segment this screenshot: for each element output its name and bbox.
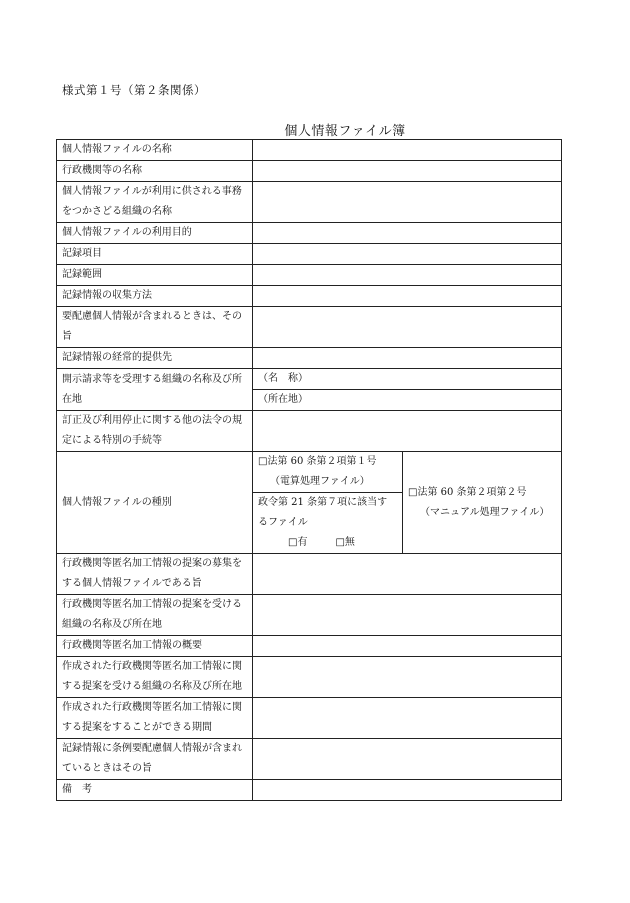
row-label-anonymized-summary: 行政機関等匿名加工情報の概要 <box>57 636 253 657</box>
table-row <box>57 223 562 244</box>
yes-no-options <box>258 533 397 553</box>
table-row <box>57 182 562 223</box>
contact-address-label: （所在地） <box>258 394 308 405</box>
row-value-ordinance-sensitive-info[interactable] <box>253 739 562 780</box>
row-label-record-items: 記録項目 <box>57 244 253 265</box>
row-value-disclosure-office <box>253 369 562 411</box>
table-row <box>57 161 562 182</box>
table-row <box>57 739 562 780</box>
row-value-proposal-period[interactable] <box>253 698 562 739</box>
row-value-collection-method[interactable] <box>253 286 562 307</box>
table-row <box>57 698 562 739</box>
personal-info-file-register-table <box>56 139 562 801</box>
row-label-sensitive-info: 要配慮個人情報が含まれるときは、その旨 <box>57 307 253 348</box>
row-label-anonymized-proposal-office: 行政機関等匿名加工情報の提案を受ける組織の名称及び所在地 <box>57 595 253 636</box>
form-number: 様式第１号（第２条関係） <box>62 83 206 97</box>
table-row <box>57 244 562 265</box>
table-row <box>57 140 562 161</box>
row-label-disclosure-office: 開示請求等を受理する組織の名称及び所在地 <box>57 369 253 411</box>
row-value-organization-name[interactable] <box>253 182 562 223</box>
row-label-anonymized-solicitation: 行政機関等匿名加工情報の提案の募集をする個人情報ファイルである旨 <box>57 554 253 595</box>
table-row <box>57 452 562 554</box>
manual-file-caption: （マニュアル処理ファイル） <box>420 506 550 518</box>
row-value-agency-name[interactable] <box>253 161 562 182</box>
row-label-file-type: 個人情報ファイルの種別 <box>57 452 253 554</box>
row-label-regular-recipients: 記録情報の経常的提供先 <box>57 348 253 369</box>
row-label-remarks: 備 考 <box>57 780 253 801</box>
document-title: 個人情報ファイル簿 <box>284 124 406 139</box>
table-row <box>57 657 562 698</box>
checkbox-no[interactable]: □無 <box>335 537 355 548</box>
table-row <box>57 307 562 348</box>
contact-name-label: （名 称） <box>258 373 308 384</box>
table-row <box>57 369 562 411</box>
row-label-purpose: 個人情報ファイルの利用目的 <box>57 223 253 244</box>
table-row <box>57 780 562 801</box>
row-label-ordinance-sensitive-info: 記録情報に条例要配慮個人情報が含まれているときはその旨 <box>57 739 253 780</box>
row-label-proposal-period: 作成された行政機関等匿名加工情報に関する提案をすることができる期間 <box>57 698 253 739</box>
row-value-regular-recipients[interactable] <box>253 348 562 369</box>
row-label-organization-name: 個人情報ファイルが利用に供される事務をつかさどる組織の名称 <box>57 182 253 223</box>
file-type-manual-cell <box>403 452 562 554</box>
row-value-anonymized-summary[interactable] <box>253 636 562 657</box>
row-value-remarks[interactable] <box>253 780 562 801</box>
cabinet-order-section <box>253 492 402 553</box>
table-row <box>57 348 562 369</box>
checkbox-manual-file[interactable]: □法第 60 条第２項第２号 <box>408 486 527 498</box>
table-row <box>57 286 562 307</box>
row-value-anonymized-solicitation[interactable] <box>253 554 562 595</box>
row-value-purpose[interactable] <box>253 223 562 244</box>
row-label-file-name: 個人情報ファイルの名称 <box>57 140 253 161</box>
row-label-agency-name: 行政機関等の名称 <box>57 161 253 182</box>
row-value-anonymized-proposal-office[interactable] <box>253 595 562 636</box>
table-row <box>57 595 562 636</box>
row-value-record-scope[interactable] <box>253 265 562 286</box>
table-row <box>57 265 562 286</box>
file-type-electronic-cell <box>253 452 403 554</box>
table-row <box>57 411 562 452</box>
row-label-special-procedures: 訂正及び利用停止に関する他の法令の規定による特別の手続等 <box>57 411 253 452</box>
row-value-record-items[interactable] <box>253 244 562 265</box>
row-label-created-anonymized-office: 作成された行政機関等匿名加工情報に関する提案を受ける組織の名称及び所在地 <box>57 657 253 698</box>
row-value-file-name[interactable] <box>253 140 562 161</box>
row-label-collection-method: 記録情報の収集方法 <box>57 286 253 307</box>
row-value-created-anonymized-office[interactable] <box>253 657 562 698</box>
checkbox-electronic-file[interactable]: □法第 60 条第２項第１号 <box>258 456 377 467</box>
table-row <box>57 636 562 657</box>
electronic-file-caption: （電算処理ファイル） <box>270 476 370 487</box>
table-row <box>57 554 562 595</box>
row-label-record-scope: 記録範囲 <box>57 265 253 286</box>
row-value-sensitive-info[interactable] <box>253 307 562 348</box>
row-value-special-procedures[interactable] <box>253 411 562 452</box>
cabinet-order-text: 政令第 21 条第７項に該当するファイル <box>258 497 388 528</box>
checkbox-yes[interactable]: □有 <box>288 537 308 548</box>
